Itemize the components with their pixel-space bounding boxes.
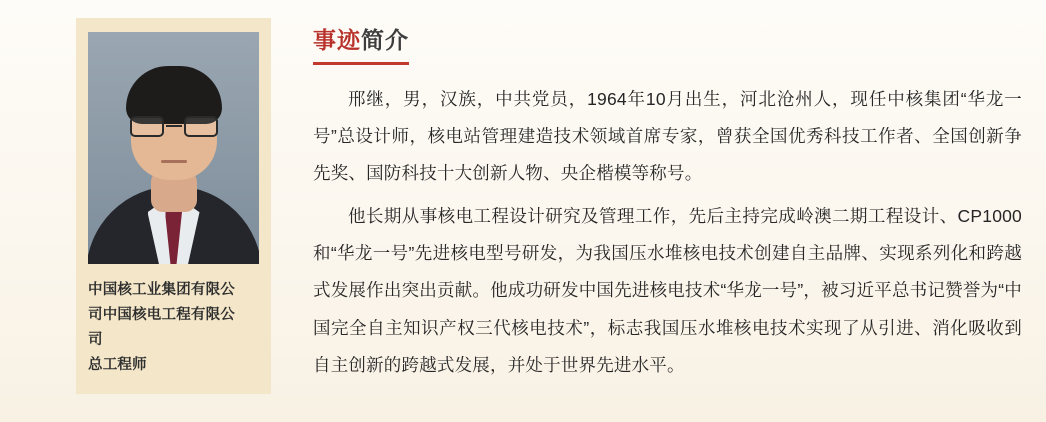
profile-position: 总工程师 [88, 356, 147, 373]
page-title-rest: 简介 [361, 27, 409, 53]
article-content [271, 18, 1022, 390]
affiliation-line-2: 司中国核电工程有限公 [88, 306, 235, 323]
portrait-photo [88, 32, 259, 264]
affiliation-line-3: 司 [88, 331, 103, 348]
glasses-bridge [166, 125, 182, 127]
glasses-left-lens [130, 116, 164, 137]
affiliation-line-1: 中国核工业集团有限公 [88, 282, 235, 298]
paragraph: 他长期从事核电工程设计研究及管理工作，先后主持完成岭澳二期工程设计、CP1000和“华龙一号”先进核电型号研发，为我国压水堆核电技术创建自主品牌、实现系列化和跨越式发展作出突出贡献。他成功研发中国先进核电技术“华龙一号”，被习近平总书记赞誉为“中国完全自主知识产权三代核电技术”，标志我国压水堆核电技术实现了从引进、消化吸收到自主创新的跨越式发展，并处于世界先进水平。 [313, 206, 1022, 375]
paragraph: 邢继，男，汉族，中共党员，1964年10月出生，河北沧州人，现任中核集团“华龙一号”总设计师，核电站管理建造技术领域首席专家，曾获全国优秀科技工作者、全国创新争先奖、国防科技十大创新人物、央企楷模等称号。 [313, 89, 1022, 184]
profile-card [76, 18, 271, 394]
page-title [313, 22, 409, 65]
page-title-highlight: 事迹 [313, 27, 361, 53]
profile-caption [88, 278, 259, 378]
glasses-right-lens [184, 116, 218, 137]
portrait-mouth [161, 160, 187, 163]
article-body [313, 81, 1022, 384]
glasses-icon [128, 116, 220, 138]
